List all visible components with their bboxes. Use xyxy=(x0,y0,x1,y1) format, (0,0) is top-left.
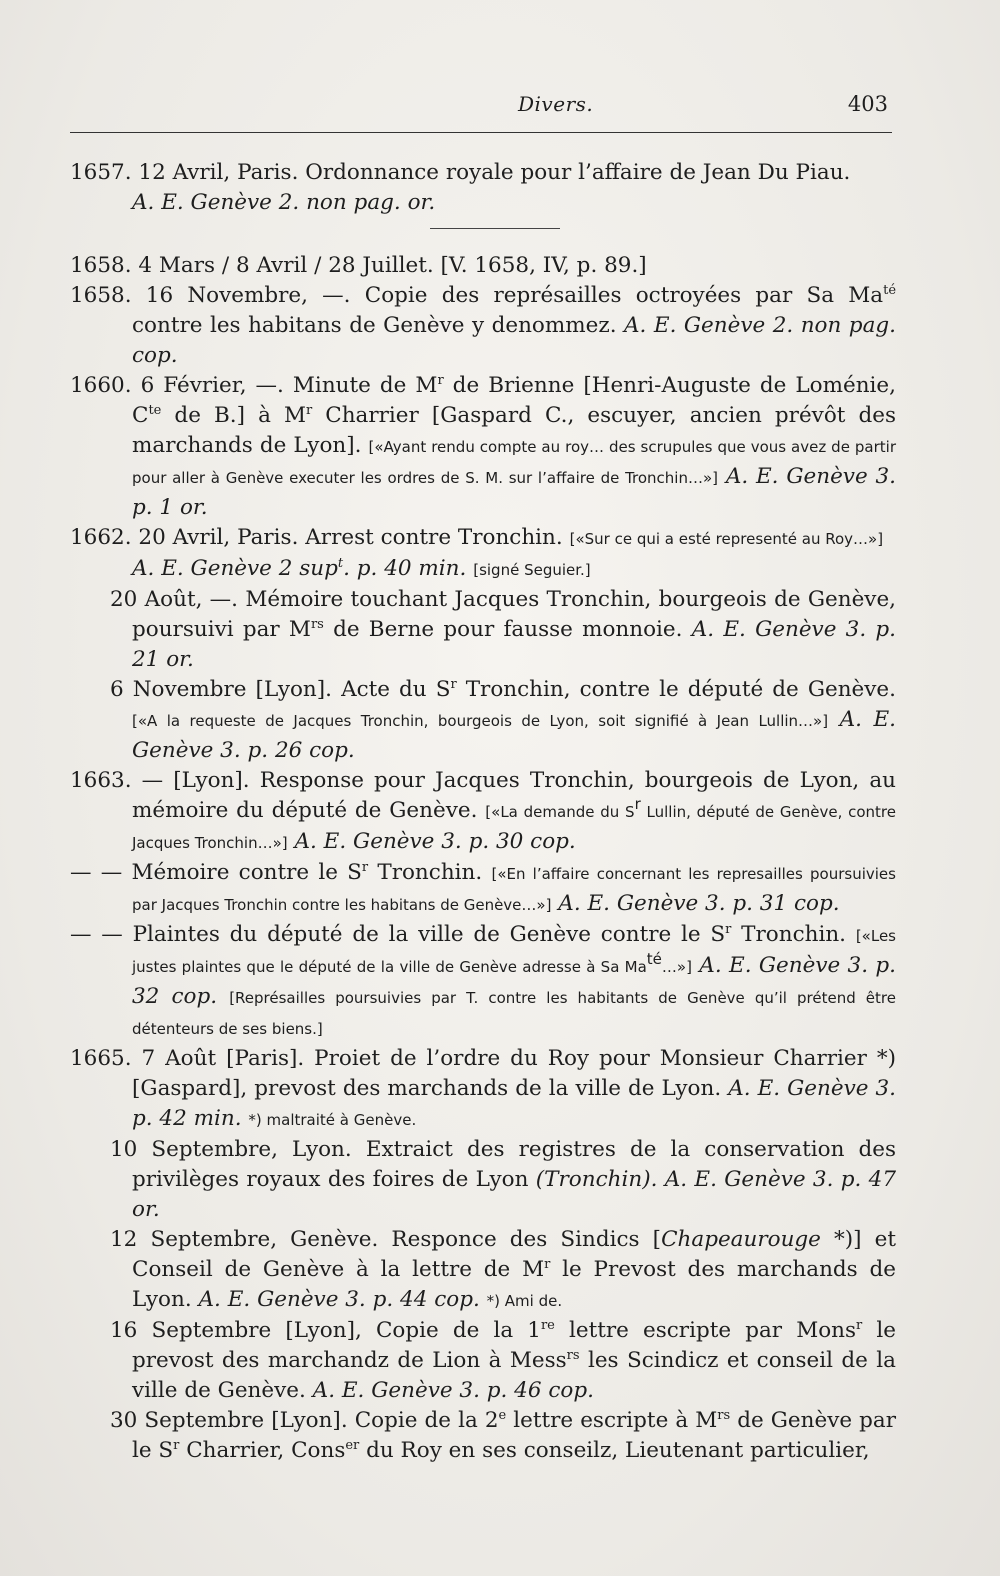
entry-text: contre les habitans de Genève y denommez. xyxy=(132,313,617,338)
entry-date: 16 Septembre [Lyon], xyxy=(110,1318,362,1343)
entry-text: Copie de la 1 xyxy=(375,1318,541,1343)
entry-quote: [«En l’affaire concernant les represailles poursuivies par Jacques Tronchin contre les habitans de Genève…»] xyxy=(132,865,896,914)
entry-text: Minute de M xyxy=(292,373,438,398)
entry-reference: A. E. Genève 3. p. 1 or. xyxy=(132,464,896,520)
entry-quote: Lullin, député de Genève, contre Jacques Tronchin…»] xyxy=(132,803,896,852)
entry-reference: A. E. Genève 3. p. 44 cop. xyxy=(198,1287,480,1312)
entry-text: les Scindicz et conseil de la ville de Genève. xyxy=(132,1348,896,1403)
entry-text: [V. 1658, IV, p. 89.] xyxy=(440,253,647,278)
superscript: té xyxy=(883,282,897,298)
entry-quote: [«Les justes plaintes que le député de la ville de Genève adresse à Sa Ma xyxy=(132,927,896,976)
entry-1662-aout xyxy=(70,585,896,675)
superscript: er xyxy=(345,1437,360,1453)
entry-text: Tronchin, contre le député de Genève. xyxy=(456,677,896,702)
entry-text: Tronchin. xyxy=(368,860,483,885)
superscript: te xyxy=(148,402,162,418)
entry-text: Charrier [Gaspard C., escuyer, ancien prévôt des marchands de Lyon]. xyxy=(132,403,896,458)
superscript: t xyxy=(337,555,344,571)
superscript: r xyxy=(437,372,444,388)
entry-date: 1658. 16 Novembre, —. xyxy=(70,283,351,308)
entry-1665-16-septembre xyxy=(70,1316,896,1406)
superscript: r xyxy=(544,1256,551,1272)
entry-text: Chapeaurouge xyxy=(661,1227,821,1252)
entry-text: Response pour Jacques Tronchin, bourgeois de Lyon, au mémoire du député de Genève. xyxy=(132,768,896,823)
entry-1665-12-septembre xyxy=(70,1225,896,1316)
entry-date: 1665. 7 Août [Paris]. xyxy=(70,1046,305,1071)
entry-text: lettre escripte à M xyxy=(506,1408,718,1433)
entry-1662 xyxy=(70,523,896,585)
entry-text: Mémoire contre le S xyxy=(131,860,362,885)
entry-date: 1658. 4 Mars / 8 Avril / 28 Juillet. xyxy=(70,253,434,278)
entry-date: 30 Septembre [Lyon]. xyxy=(110,1408,348,1433)
entry-text: Mémoire touchant Jacques Tronchin, bourgeois de Genève, poursuivi par M xyxy=(132,587,897,642)
entry-reference: A. E. Genève 3. p. 30 cop. xyxy=(294,829,576,854)
running-title: Divers. xyxy=(518,92,594,116)
entry-1663-plaintes xyxy=(70,920,896,1044)
entry-1657 xyxy=(70,158,896,218)
entry-note: [Représailles poursuivies par T. contre les habitants de Genève qu’il prétend être détenteurs de ses biens.] xyxy=(132,989,896,1038)
entry-1658-b xyxy=(70,281,896,371)
entry-reference: A. E. Genève 2 sup xyxy=(132,556,338,581)
entry-text: de Brienne [Henri-Auguste de Loménie, C xyxy=(132,373,896,428)
entry-text: Copie de la 2 xyxy=(354,1408,499,1433)
entry-1663 xyxy=(70,766,896,858)
section-divider xyxy=(430,228,560,229)
entry-quote: …»] xyxy=(661,958,692,976)
entry-text: Responce des Sindics [ xyxy=(391,1227,662,1252)
entry-quote: [«La demande du S xyxy=(485,803,635,821)
entry-text: de Genève par le S xyxy=(132,1408,896,1463)
superscript: r xyxy=(725,921,732,937)
entry-text: Tronchin. xyxy=(731,922,847,947)
entry-reference: A. E. Genève 3. p. 32 cop. xyxy=(132,953,896,1009)
superscript: r xyxy=(634,794,641,813)
entry-1663-memoire xyxy=(70,858,896,920)
entry-text: Arrest contre Tronchin. xyxy=(305,525,563,550)
superscript: r xyxy=(173,1437,180,1453)
entry-quote: [«A la requeste de Jacques Tronchin, bourgeois de Lyon, soit signifié à Jean Lullin…»] xyxy=(132,712,829,730)
entry-date: — — xyxy=(70,860,123,885)
entry-note: [signé Seguier.] xyxy=(473,561,591,579)
entry-reference: A. E. Genève 3. p. 42 min. xyxy=(132,1076,896,1131)
entry-date: 1660. 6 Février, —. xyxy=(70,373,284,398)
entry-text: de B.] à M xyxy=(161,403,306,428)
superscript: re xyxy=(540,1317,555,1333)
entry-note: *) maltraité à Genève. xyxy=(248,1111,417,1129)
entry-1658-a xyxy=(70,251,896,281)
entry-date: — — xyxy=(70,922,123,947)
entry-date: 1662. 20 Avril, Paris. xyxy=(70,525,299,550)
entry-date: 20 Août, —. xyxy=(110,587,239,612)
entry-text: Proiet de l’ordre du Roy pour Monsieur Charrier *) [Gaspard], prevost des marchands de la ville de Lyon. xyxy=(132,1046,896,1101)
entry-text: Charrier, Cons xyxy=(179,1438,346,1463)
entry-text: le Prevost des marchands de Lyon. xyxy=(132,1257,896,1312)
entry-date: 10 Septembre, Lyon. xyxy=(110,1137,352,1162)
entry-reference: A. E. Genève 2. non pag. cop. xyxy=(132,313,896,368)
entry-text: de Berne pour fausse monnoie. xyxy=(323,617,683,642)
entry-note: *) Ami de. xyxy=(486,1292,563,1310)
entry-text: le prevost des marchandz de Lion à Mess xyxy=(132,1318,896,1373)
entry-reference: A. E. Genève 2. non pag. or. xyxy=(132,190,436,215)
entry-1665 xyxy=(70,1044,896,1135)
entry-reference: A. E. Genève 3. p. 46 cop. xyxy=(312,1378,594,1403)
superscript: r xyxy=(305,402,313,418)
entry-date: 12 Septembre, Genève. xyxy=(110,1227,379,1252)
entry-date: 1657. 12 Avril, Paris. xyxy=(70,160,299,185)
superscript: rs xyxy=(310,616,324,632)
entry-text: *)] et Conseil de Genève à la lettre de M xyxy=(132,1227,897,1282)
entry-quote: [«Sur ce qui a esté representé au Roy…»] xyxy=(569,530,884,548)
page-number: 403 xyxy=(847,92,888,116)
entry-reference: . p. 40 min. xyxy=(343,556,467,581)
entry-text: Acte du S xyxy=(341,677,451,702)
entry-text: du Roy en ses conseilz, Lieutenant particulier, xyxy=(359,1438,870,1463)
entry-quote: [«Ayant rendu compte au roy… des scrupules que vous avez de partir pour aller à Genève executer les ordres de S. M. sur l’affaire de Tronchin…»] xyxy=(132,438,897,487)
entry-reference: A. E. Genève 3. p. 26 cop. xyxy=(132,707,896,763)
page-header xyxy=(70,92,892,133)
superscript: té xyxy=(646,949,662,968)
superscript: r xyxy=(856,1317,863,1333)
entry-1662-novembre xyxy=(70,675,896,766)
entry-text: lettre escripte par Mons xyxy=(554,1318,857,1343)
entry-1660 xyxy=(70,371,896,523)
superscript: rs xyxy=(566,1347,580,1363)
entry-text: Extraict des registres de la conservation des privilèges royaux des foires de Lyon xyxy=(132,1137,897,1192)
entry-text: Plaintes du député de la ville de Genève contre le S xyxy=(132,922,726,947)
superscript: rs xyxy=(717,1407,731,1423)
entry-text: Ordonnance royale pour l’affaire de Jean Du Piau. xyxy=(305,160,851,185)
entry-reference: (Tronchin). A. E. Genève 3. p. 47 or. xyxy=(132,1167,896,1222)
superscript: r xyxy=(361,859,369,875)
entry-date: 6 Novembre [Lyon]. xyxy=(110,677,332,702)
entry-text: Copie des représailles octroyées par Sa Ma xyxy=(364,283,884,308)
entry-date: 1663. — [Lyon]. xyxy=(70,768,250,793)
entry-list xyxy=(70,158,896,1466)
superscript: e xyxy=(498,1407,507,1423)
entry-1665-30-septembre xyxy=(70,1406,896,1466)
entry-1665-10-septembre xyxy=(70,1135,896,1225)
superscript: r xyxy=(450,676,457,692)
entry-reference: A. E. Genève 3. p. 31 cop. xyxy=(558,891,840,916)
entry-reference: A. E. Genève 3. p. 21 or. xyxy=(132,617,896,672)
